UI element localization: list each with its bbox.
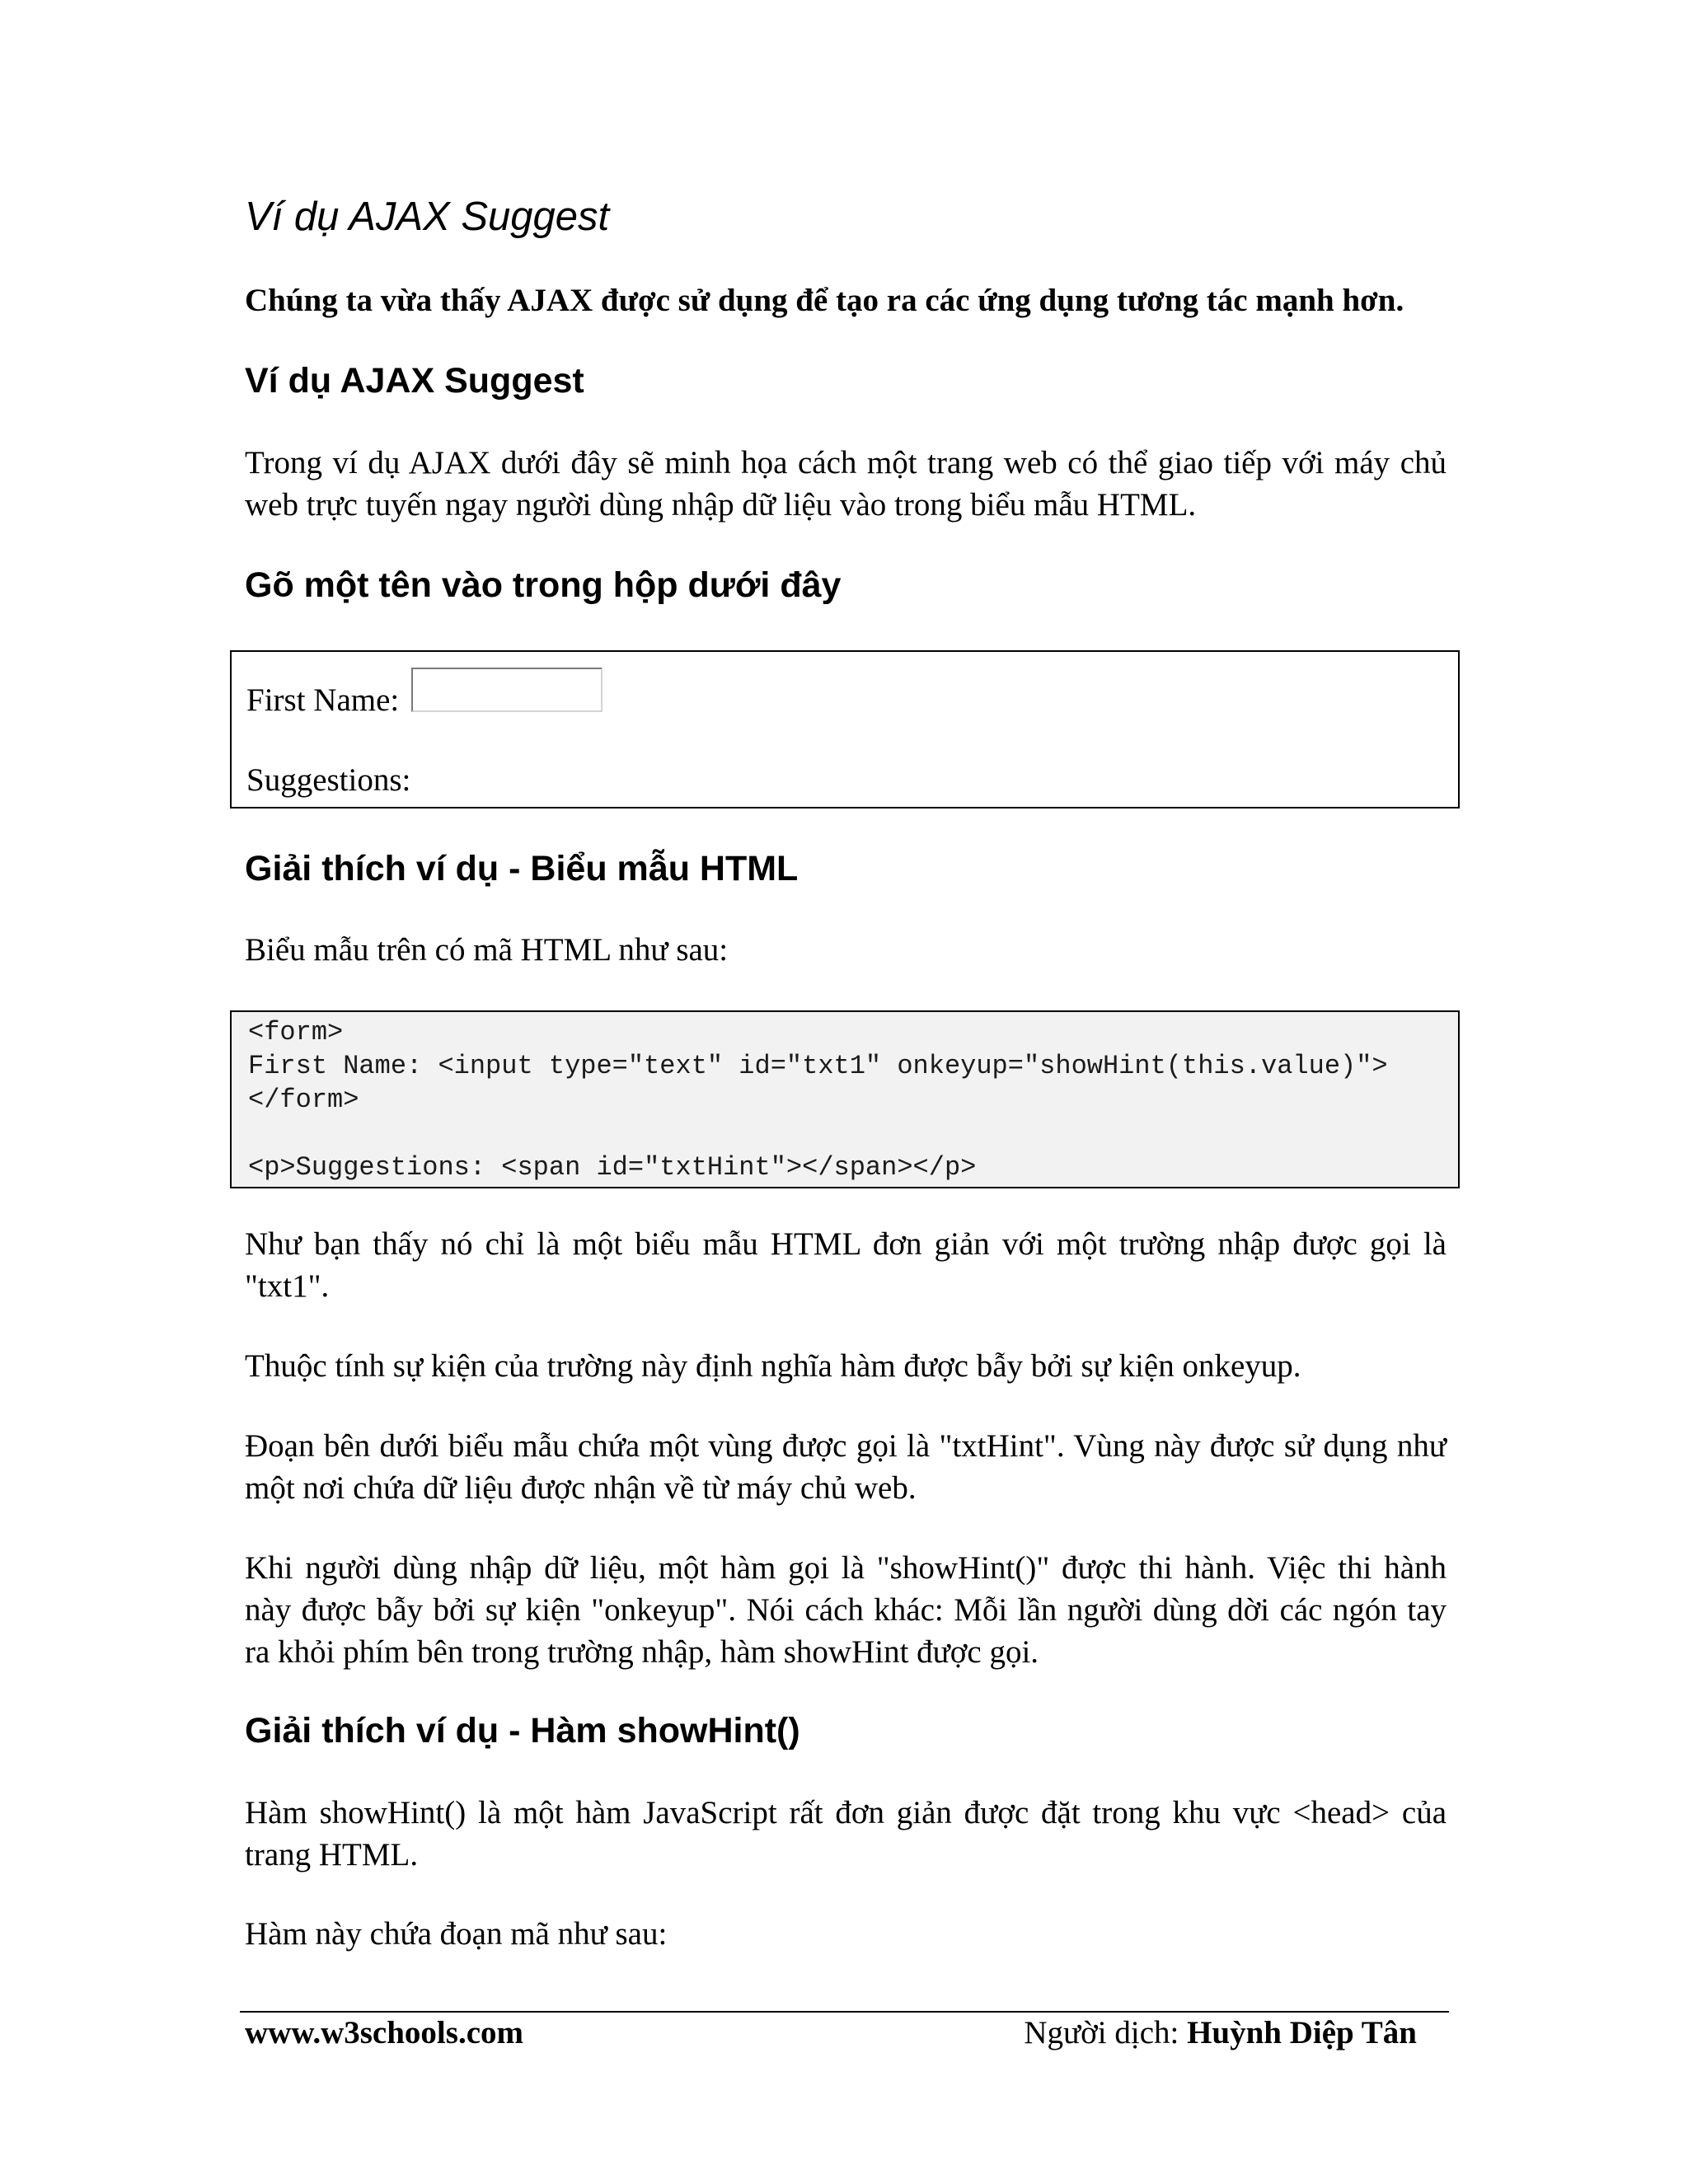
intro-line: web trực tuyến ngay người dùng nhập dữ liệu vào trong biểu mẫu HTML. [245,487,1197,523]
suggestions-label: Suggestions: [246,762,411,798]
translator-name: Huỳnh Diệp Tân [1187,2015,1417,2050]
showhint-paragraph-1 [245,1792,1447,1876]
form-intro-text: Biểu mẫu trên có mã HTML như sau: [245,932,729,968]
code-block [230,1010,1460,1188]
intro-line: Trong ví dụ AJAX dưới đây sẽ minh họa cách một trang web có thể giao tiếp với máy chủ [245,445,1447,480]
section-heading-form-explain: Giải thích ví dụ - Biểu mẫu HTML [245,849,799,888]
paragraph-line: Đoạn bên dưới biểu mẫu chứa một vùng được gọi là "txtHint". Vùng này được sử dụng như [245,1428,1447,1464]
intro-paragraph [245,442,1447,526]
explain-paragraph-1 [245,1223,1447,1307]
code-line: First Name: <input type="text" id="txt1" onkeyup="showHint(this.value)"> [248,1051,1388,1081]
footer-translator [1024,2014,1417,2051]
section-heading-ajax-suggest: Ví dụ AJAX Suggest [245,361,584,401]
paragraph-line: một nơi chứa dữ liệu được nhận về từ máy chủ web. [245,1470,917,1506]
paragraph-line: ra khỏi phím bên trong trường nhập, hàm showHint được gọi. [245,1634,1039,1670]
explain-paragraph-2: Thuộc tính sự kiện của trường này định nghĩa hàm được bẫy bởi sự kiện onkeyup. [245,1348,1301,1384]
paragraph-line: Như bạn thấy nó chỉ là một biểu mẫu HTML đơn giản với một trường nhập được gọi là [245,1226,1447,1262]
demo-form-box [230,650,1460,808]
paragraph-line: trang HTML. [245,1837,419,1872]
explain-paragraph-3 [245,1425,1447,1509]
translator-label: Người dịch: [1024,2015,1188,2050]
footer-divider [240,2011,1449,2013]
page-title: Ví dụ AJAX Suggest [245,194,610,239]
first-name-label: First Name: [246,682,400,718]
section-heading-showhint: Giải thích ví dụ - Hàm showHint() [245,1711,800,1750]
paragraph-line: "txt1". [245,1268,330,1304]
lead-paragraph: Chúng ta vừa thấy AJAX được sử dụng để tạo ra các ứng dụng tương tác mạnh hơn. [245,283,1404,318]
paragraph-line: này được bẫy bởi sự kiện "onkeyup". Nói cách khác: Mỗi lần người dùng dời các ngón tay [245,1592,1447,1628]
code-line: <p>Suggestions: <span id="txtHint"></span></p> [248,1152,977,1183]
first-name-input[interactable] [411,668,603,712]
paragraph-line: Hàm showHint() là một hàm JavaScript rất đơn giản được đặt trong khu vực <head> của [245,1795,1447,1830]
explain-paragraph-4 [245,1547,1447,1673]
code-line: <form> [248,1017,344,1047]
footer-site-link[interactable]: www.w3schools.com [245,2015,523,2050]
code-line: </form> [248,1085,359,1115]
paragraph-line: Khi người dùng nhập dữ liệu, một hàm gọi là "showHint()" được thi hành. Việc thi hành [245,1550,1447,1586]
showhint-paragraph-2: Hàm này chứa đoạn mã như sau: [245,1916,668,1952]
section-heading-type-name: Gõ một tên vào trong hộp dưới đây [245,565,842,605]
